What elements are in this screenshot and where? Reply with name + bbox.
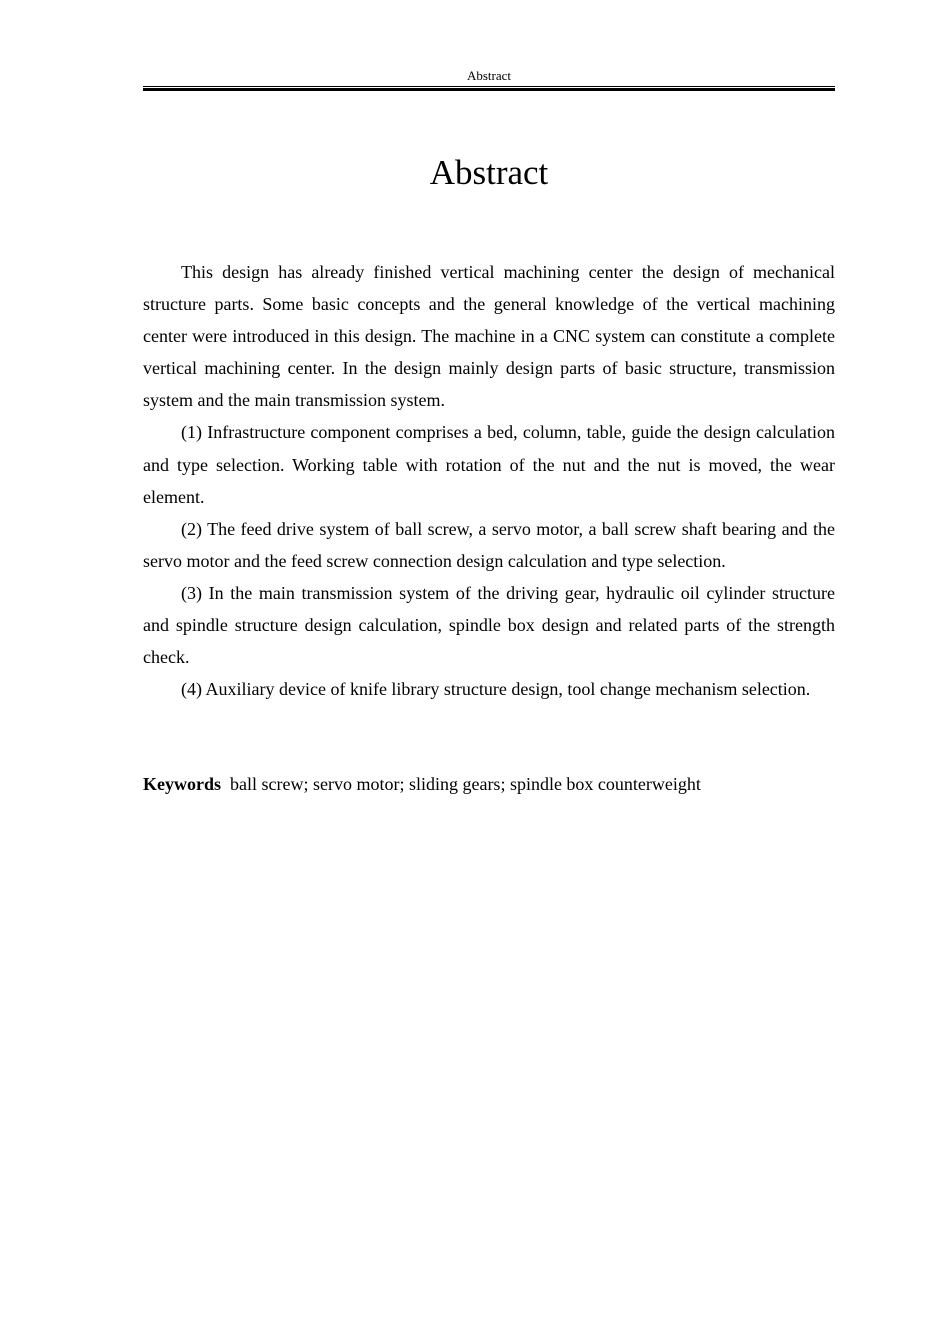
header-rule-thin <box>143 86 835 87</box>
abstract-paragraph-intro: This design has already finished vertical machining center the design of mechanical structure parts. Some basic concepts and the general knowledge of the vertical machining center were introduced in this design. The machine in a CNC system can constitute a complete vertical machining center. In the design mainly design parts of basic structure, transmission system and the main transmission system. <box>143 262 835 411</box>
keywords-text: ball screw; servo motor; sliding gears; spindle box counterweight <box>230 774 701 794</box>
running-header: Abstract <box>466 68 512 83</box>
abstract-paragraph-2: (2) The feed drive system of ball screw, a servo motor, a ball screw shaft bearing and the servo motor and the feed screw connection design calculation and type selection. <box>143 518 835 571</box>
page-title: Abstract <box>429 153 549 192</box>
abstract-paragraph-3: (3) In the main transmission system of the driving gear, hydraulic oil cylinder structure and spindle structure design calculation, spindle box design and related parts of the strength check. <box>143 582 835 668</box>
abstract-paragraph-4: (4) Auxiliary device of knife library structure design, tool change mechanism selection. <box>181 679 811 700</box>
header-rule-thick <box>143 88 835 91</box>
abstract-body <box>143 256 835 705</box>
keywords-label: Keywords <box>143 774 221 794</box>
keywords-line <box>143 768 835 800</box>
abstract-paragraph-1: (1) Infrastructure component comprises a bed, column, table, guide the design calculation and type selection. Working table with rotation of the nut and the nut is moved, the wear element. <box>143 422 835 507</box>
